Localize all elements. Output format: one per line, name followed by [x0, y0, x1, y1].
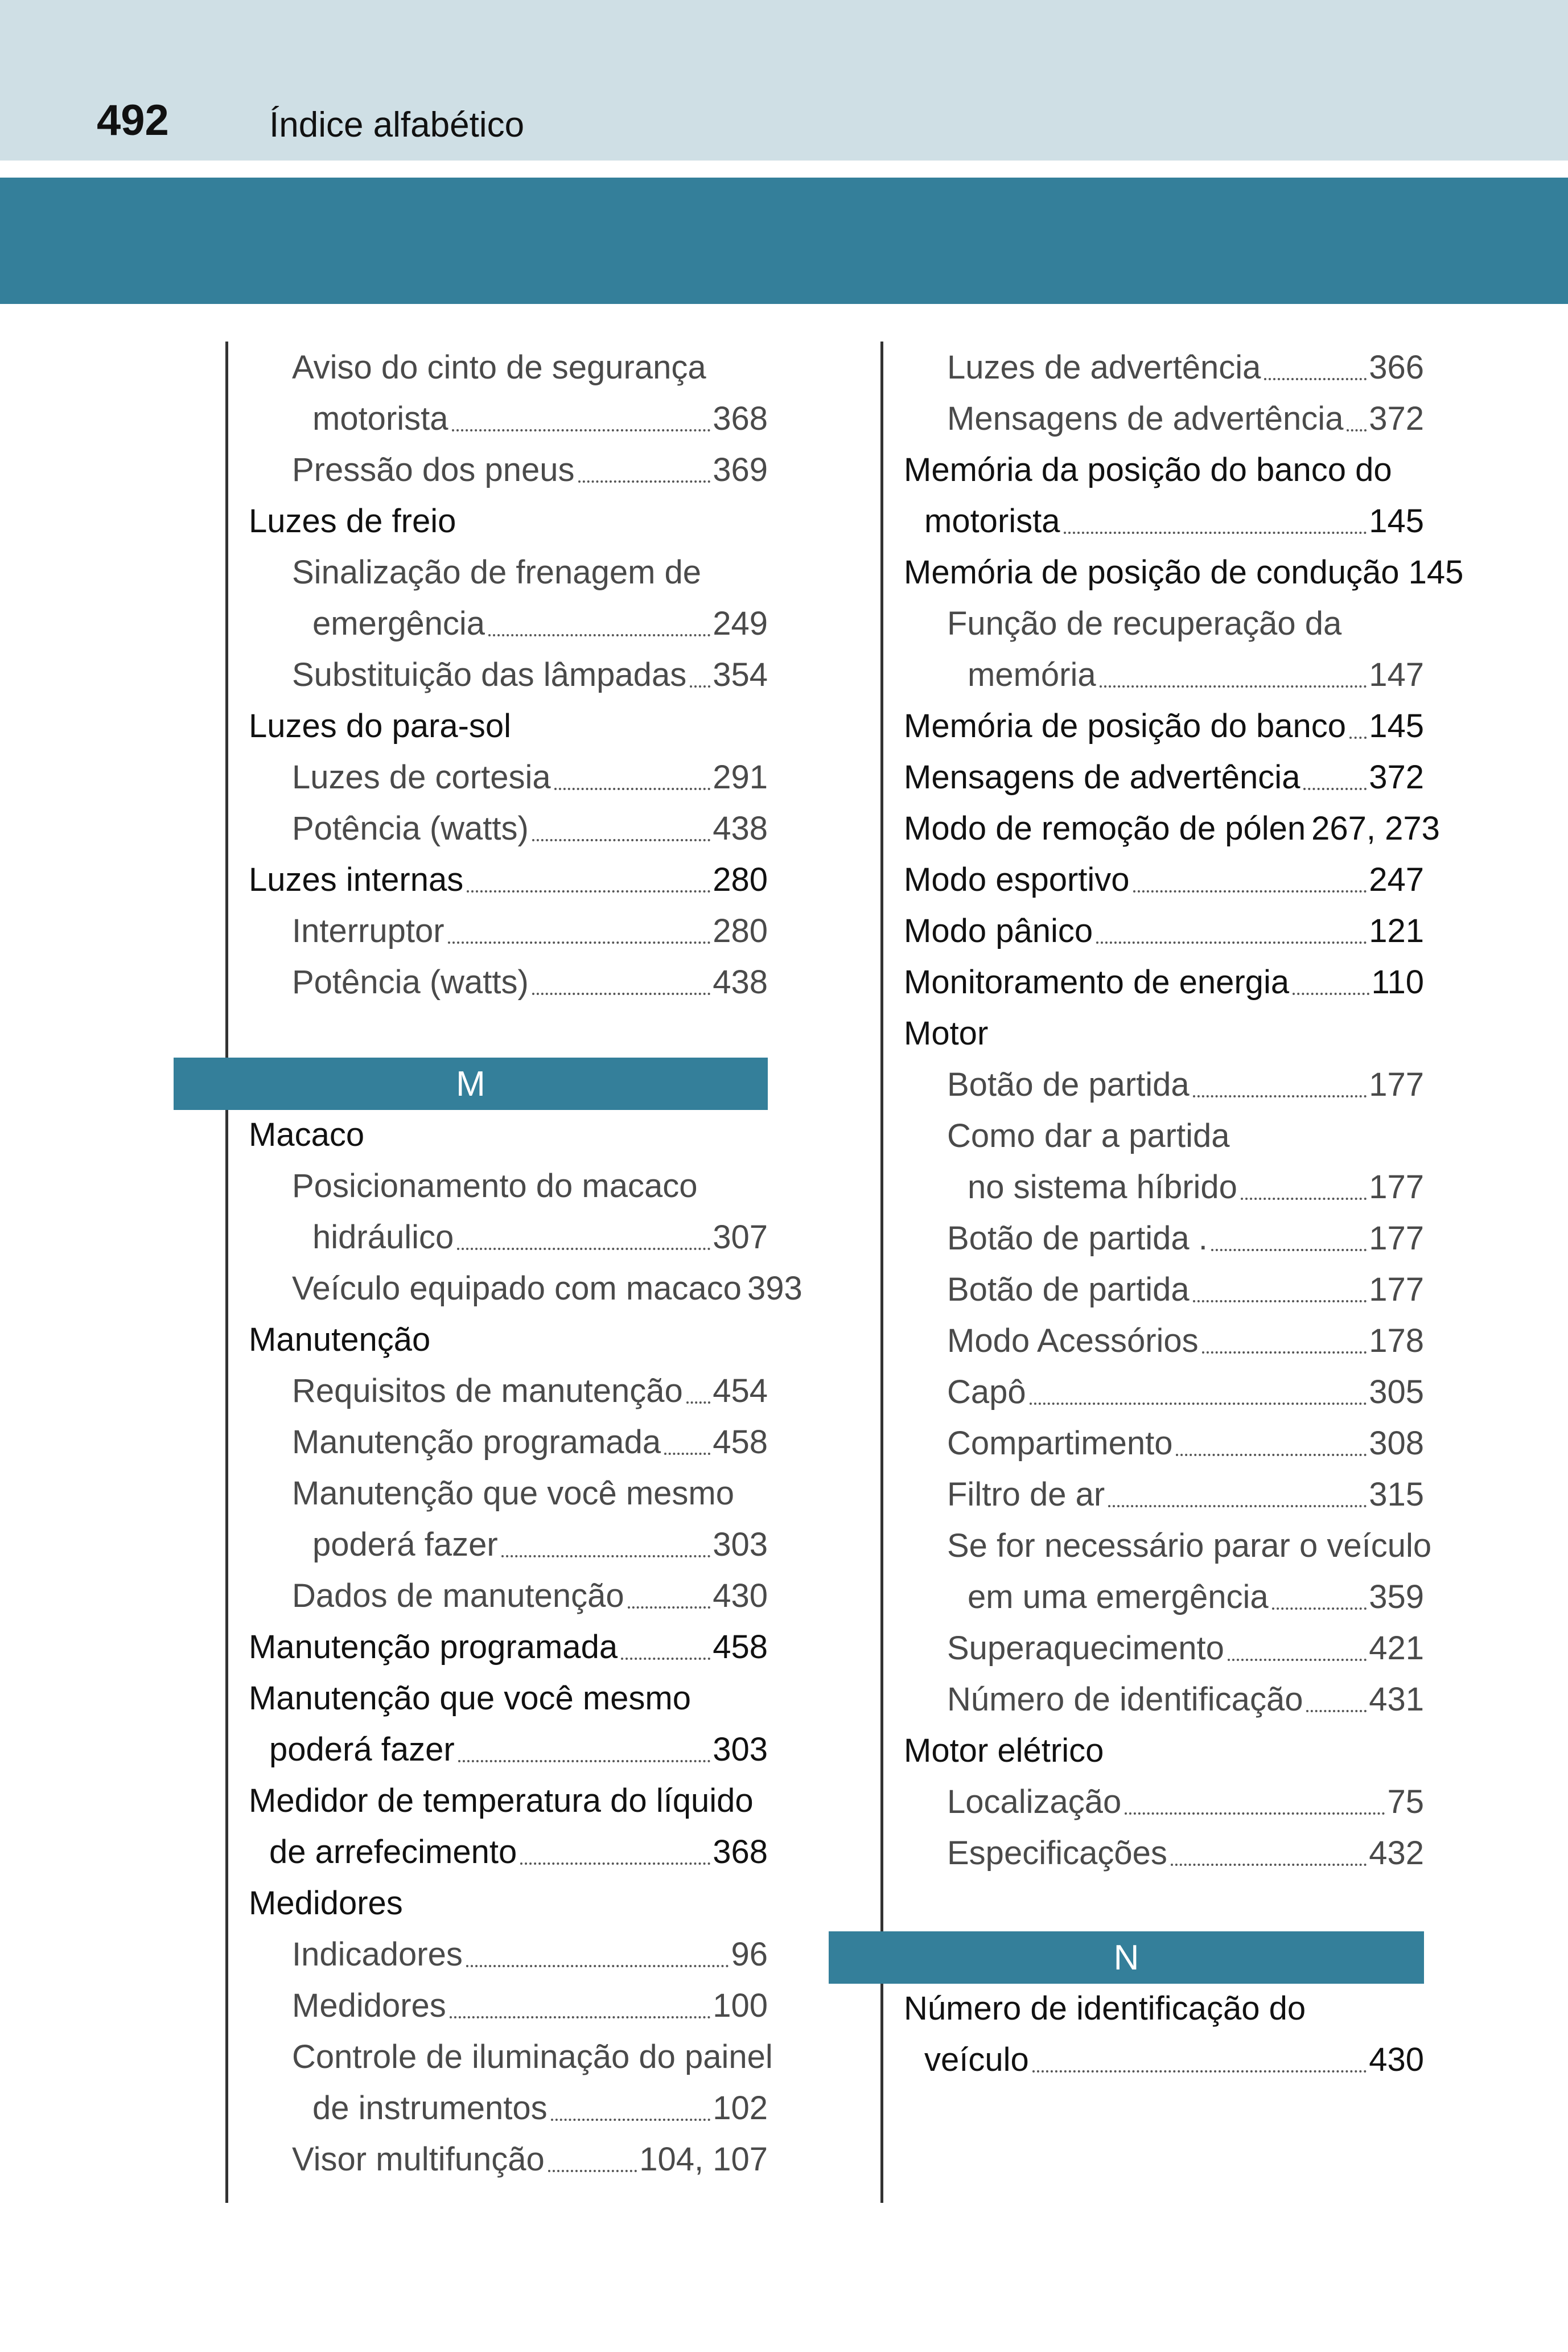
index-entry — [883, 803, 1440, 854]
dot-leader — [1293, 993, 1369, 995]
index-term: Modo pânico — [904, 912, 1093, 949]
dot-leader — [578, 480, 711, 483]
index-term: Botão de partida — [947, 1270, 1190, 1308]
page-reference: 438 — [713, 963, 768, 1001]
index-entry — [883, 1520, 1432, 1571]
index-term: Macaco — [249, 1116, 365, 1153]
index-entry — [228, 1519, 768, 1570]
page-reference: 430 — [713, 1577, 768, 1614]
index-term: Botão de partida . — [947, 1219, 1208, 1257]
page-reference: 372 — [1369, 758, 1424, 796]
index-entry — [228, 854, 768, 905]
index-term: Capô — [947, 1373, 1026, 1411]
index-term: Medidores — [249, 1884, 403, 1922]
index-entry — [883, 649, 1424, 700]
index-term: Potência (watts) — [292, 809, 529, 847]
page-reference: 100 — [713, 1987, 768, 2024]
page-reference: 280 — [713, 912, 768, 949]
index-term: Função de recuperação da — [947, 605, 1342, 642]
index-term: Luzes internas — [249, 861, 464, 898]
dot-leader — [458, 1760, 711, 1762]
dot-leader — [1064, 532, 1367, 534]
index-entry — [883, 1673, 1424, 1725]
index-term: Indicadores — [292, 1935, 463, 1973]
page-reference: 458 — [713, 1628, 768, 1666]
index-term: Luzes de advertência — [947, 348, 1261, 386]
dot-leader — [690, 685, 710, 688]
dot-leader — [664, 1453, 710, 1455]
index-term: Sinalização de frenagem de — [292, 553, 702, 591]
index-entry — [228, 751, 768, 803]
dot-leader — [1349, 737, 1367, 739]
dot-leader — [452, 429, 711, 431]
index-entry — [228, 1416, 768, 1467]
dot-leader — [1176, 1454, 1367, 1456]
index-term: Especificações — [947, 1834, 1167, 1872]
index-entry — [228, 1109, 768, 1160]
index-entry — [228, 1160, 768, 1211]
index-term: Motor elétrico — [904, 1732, 1104, 1769]
index-term: Manutenção programada — [292, 1423, 661, 1461]
index-entry — [228, 393, 768, 444]
index-term: Se for necessário parar o veículo — [947, 1527, 1432, 1564]
right-entries-bottom — [883, 1983, 1424, 2085]
index-entry — [883, 905, 1424, 956]
dot-leader — [450, 2016, 710, 2018]
index-entry — [228, 700, 768, 751]
index-entry — [883, 1161, 1424, 1212]
page-reference: 305 — [1369, 1373, 1424, 1411]
index-entry — [883, 1264, 1424, 1315]
index-entry — [883, 598, 1424, 649]
page-reference: 249 — [713, 605, 768, 642]
index-entry — [228, 1724, 768, 1775]
index-term: Visor multifunção — [292, 2140, 545, 2178]
dot-leader — [1032, 2070, 1367, 2073]
index-entry — [883, 342, 1424, 393]
index-entry — [883, 1212, 1424, 1264]
index-term: Modo Acessórios — [947, 1322, 1199, 1359]
index-entry — [228, 2133, 768, 2185]
dot-leader — [520, 1862, 710, 1865]
page-reference: 110 — [1371, 963, 1424, 1001]
index-term: Mensagens de advertência — [904, 758, 1301, 796]
dot-leader — [1264, 378, 1367, 380]
dot-leader — [1171, 1864, 1367, 1866]
page-reference: 267, 273 — [1311, 809, 1440, 847]
dot-leader — [466, 1965, 729, 1967]
top-band — [0, 0, 1568, 161]
dot-leader — [551, 2119, 711, 2121]
index-term: Luzes de freio — [249, 502, 456, 540]
index-term: Modo de remoção de pólen — [904, 809, 1306, 847]
section-header-n: N — [829, 1931, 1424, 1984]
index-term: Localização — [947, 1783, 1122, 1820]
index-term: Potência (watts) — [292, 963, 529, 1001]
index-entry — [883, 393, 1424, 444]
index-entry — [883, 495, 1424, 546]
index-entry — [228, 1263, 802, 1314]
page-reference: 177 — [1369, 1270, 1424, 1308]
page-reference: 368 — [713, 1833, 768, 1870]
index-term: motorista — [312, 400, 448, 437]
dot-leader — [1193, 1300, 1367, 1302]
index-entry — [228, 1775, 768, 1826]
dot-leader — [1125, 1812, 1385, 1815]
index-term: Aviso do cinto de segurança — [292, 348, 706, 386]
left-entries-bottom — [228, 1109, 802, 2185]
index-term: Superaquecimento — [947, 1629, 1224, 1667]
header-bar — [0, 178, 1568, 304]
page-reference: 178 — [1369, 1322, 1424, 1359]
index-entry — [228, 1929, 768, 1980]
index-term: Posicionamento do macaco — [292, 1167, 698, 1204]
page-reference: 393 — [747, 1269, 802, 1307]
term-page-gap — [1400, 553, 1409, 591]
index-term: Manutenção — [249, 1321, 431, 1358]
dot-leader — [628, 1606, 711, 1609]
index-entry — [228, 2031, 773, 2082]
index-term: Pressão dos pneus — [292, 451, 575, 488]
dot-leader — [554, 788, 711, 790]
dot-leader — [1347, 429, 1367, 431]
index-entry — [883, 700, 1424, 751]
index-term: Memória de posição de condução — [904, 553, 1400, 591]
page-reference: 147 — [1369, 656, 1424, 693]
index-entry — [883, 751, 1424, 803]
page-reference: 75 — [1387, 1783, 1424, 1820]
index-term: Manutenção programada — [249, 1628, 618, 1666]
index-entry — [883, 1571, 1424, 1622]
dot-leader — [1096, 941, 1367, 944]
index-term: Monitoramento de energia — [904, 963, 1290, 1001]
page-reference: 145 — [1369, 502, 1424, 540]
index-term: veículo — [924, 2041, 1029, 2078]
page-reference: 121 — [1369, 912, 1424, 949]
index-entry — [883, 1776, 1424, 1827]
index-entry — [228, 1467, 768, 1519]
index-term: Botão de partida — [947, 1066, 1190, 1103]
dot-leader — [1303, 788, 1367, 790]
index-entry — [228, 1570, 768, 1621]
page-reference: 104, 107 — [639, 2140, 768, 2178]
index-entry — [883, 1110, 1424, 1161]
page-reference: 458 — [713, 1423, 768, 1461]
index-entry — [228, 1826, 768, 1877]
dot-leader — [1133, 890, 1367, 893]
page-title: Índice alfabético — [269, 105, 525, 145]
page-reference: 315 — [1369, 1475, 1424, 1513]
index-entry — [883, 1983, 1424, 2034]
index-term: Manutenção que você mesmo — [292, 1474, 734, 1512]
index-entry — [883, 1366, 1424, 1417]
index-entry — [228, 1672, 768, 1724]
page-reference: 247 — [1369, 861, 1424, 898]
index-entry — [883, 1622, 1424, 1673]
index-entry — [228, 2082, 768, 2133]
index-term: poderá fazer — [269, 1730, 455, 1768]
page-reference: 307 — [713, 1218, 768, 1256]
index-term: Interruptor — [292, 912, 445, 949]
page-reference: 421 — [1369, 1629, 1424, 1667]
index-entry — [228, 803, 768, 854]
page-reference: 145 — [1369, 707, 1424, 745]
index-term: Manutenção que você mesmo — [249, 1679, 691, 1717]
index-term: Número de identificação do — [904, 1989, 1306, 2027]
index-column-right — [880, 342, 1464, 2203]
index-entry — [228, 1980, 768, 2031]
page-reference: 354 — [713, 656, 768, 693]
page-reference: 177 — [1369, 1066, 1424, 1103]
index-term: Dados de manutenção — [292, 1577, 624, 1614]
index-term: Modo esportivo — [904, 861, 1130, 898]
index-term: Como dar a partida — [947, 1117, 1230, 1154]
index-term: Medidor de temperatura do líquido — [249, 1782, 754, 1819]
dot-leader — [1272, 1607, 1367, 1610]
dot-leader — [501, 1555, 711, 1557]
index-term: Luzes de cortesia — [292, 758, 551, 796]
index-entry — [883, 2034, 1424, 2085]
index-term: Veículo equipado com macaco — [292, 1269, 742, 1307]
dot-leader — [1241, 1198, 1367, 1200]
index-entry — [883, 956, 1424, 1008]
index-term: emergência — [312, 605, 485, 642]
index-term: memória — [968, 656, 1096, 693]
index-term: hidráulico — [312, 1218, 454, 1256]
page-reference: 177 — [1369, 1219, 1424, 1257]
dot-leader — [686, 1401, 710, 1404]
index-term: poderá fazer — [312, 1525, 498, 1563]
dot-leader — [448, 941, 711, 944]
index-term: de arrefecimento — [269, 1833, 517, 1870]
dot-leader — [1202, 1351, 1367, 1354]
page-reference: 432 — [1369, 1834, 1424, 1872]
index-entry — [228, 1877, 768, 1929]
dot-leader — [1100, 685, 1367, 688]
index-entry — [228, 1314, 768, 1365]
index-entry — [883, 1059, 1424, 1110]
page-reference: 438 — [713, 809, 768, 847]
page-reference: 431 — [1369, 1680, 1424, 1718]
dot-leader — [457, 1248, 710, 1250]
dot-leader — [548, 2170, 637, 2172]
index-term: Memória da posição do banco do — [904, 451, 1392, 488]
index-entry — [883, 1469, 1424, 1520]
index-term: Controle de iluminação do painel — [292, 2038, 773, 2075]
index-entry — [883, 546, 1464, 598]
index-entry — [883, 1725, 1424, 1776]
dot-leader — [1211, 1249, 1367, 1251]
dot-leader — [1030, 1403, 1367, 1405]
index-column-left — [225, 342, 802, 2203]
index-term: Número de identificação — [947, 1680, 1303, 1718]
page-reference: 359 — [1369, 1578, 1424, 1615]
index-term: Filtro de ar — [947, 1475, 1105, 1513]
dot-leader — [1193, 1095, 1367, 1097]
dot-leader — [488, 634, 710, 636]
page-reference: 291 — [713, 758, 768, 796]
page-reference: 366 — [1369, 348, 1424, 386]
index-term: em uma emergência — [968, 1578, 1269, 1615]
index-entry — [883, 444, 1424, 495]
index-entry — [228, 444, 768, 495]
index-entry — [228, 1365, 768, 1416]
page-reference: 372 — [1369, 400, 1424, 437]
dot-leader — [1306, 1710, 1367, 1712]
section-header-m: M — [174, 1058, 768, 1110]
dot-leader — [621, 1658, 710, 1660]
page-reference: 102 — [713, 2089, 768, 2127]
index-entry — [883, 854, 1424, 905]
index-term: de instrumentos — [312, 2089, 548, 2127]
index-entry — [228, 649, 768, 700]
page-reference: 303 — [713, 1525, 768, 1563]
index-term: motorista — [924, 502, 1060, 540]
index-term: Substituição das lâmpadas — [292, 656, 687, 693]
index-entry — [228, 956, 768, 1008]
index-term: no sistema híbrido — [968, 1168, 1237, 1206]
index-term: Compartimento — [947, 1424, 1173, 1462]
page-reference: 145 — [1408, 553, 1464, 591]
dot-leader — [1228, 1659, 1367, 1661]
index-term: Mensagens de advertência — [947, 400, 1344, 437]
index-entry — [883, 1315, 1424, 1366]
page-reference: 369 — [713, 451, 768, 488]
index-entry — [228, 1621, 768, 1672]
dot-leader — [532, 993, 710, 995]
page-reference: 177 — [1369, 1168, 1424, 1206]
dot-leader — [1108, 1505, 1367, 1507]
index-entry — [228, 546, 768, 598]
page-reference: 430 — [1369, 2041, 1424, 2078]
dot-leader — [532, 839, 710, 841]
index-term: Luzes do para-sol — [249, 707, 512, 745]
index-entry — [883, 1827, 1424, 1878]
index-entry — [883, 1008, 1424, 1059]
page-reference: 368 — [713, 400, 768, 437]
index-term: Medidores — [292, 1987, 446, 2024]
index-term: Motor — [904, 1014, 989, 1052]
page-reference: 280 — [713, 861, 768, 898]
page-number: 492 — [97, 96, 169, 145]
right-entries-top — [883, 342, 1464, 1878]
index-entry — [228, 495, 768, 546]
index-entry — [228, 598, 768, 649]
page-reference: 96 — [731, 1935, 768, 1973]
page-reference: 303 — [713, 1730, 768, 1768]
page-reference: 454 — [713, 1372, 768, 1409]
index-entry — [228, 342, 768, 393]
index-term: Memória de posição do banco — [904, 707, 1347, 745]
left-entries-top — [228, 342, 768, 1008]
dot-leader — [467, 890, 710, 893]
page-reference: 308 — [1369, 1424, 1424, 1462]
index-entry — [883, 1417, 1424, 1469]
index-entry — [228, 905, 768, 956]
index-term: Requisitos de manutenção — [292, 1372, 683, 1409]
index-entry — [228, 1211, 768, 1263]
